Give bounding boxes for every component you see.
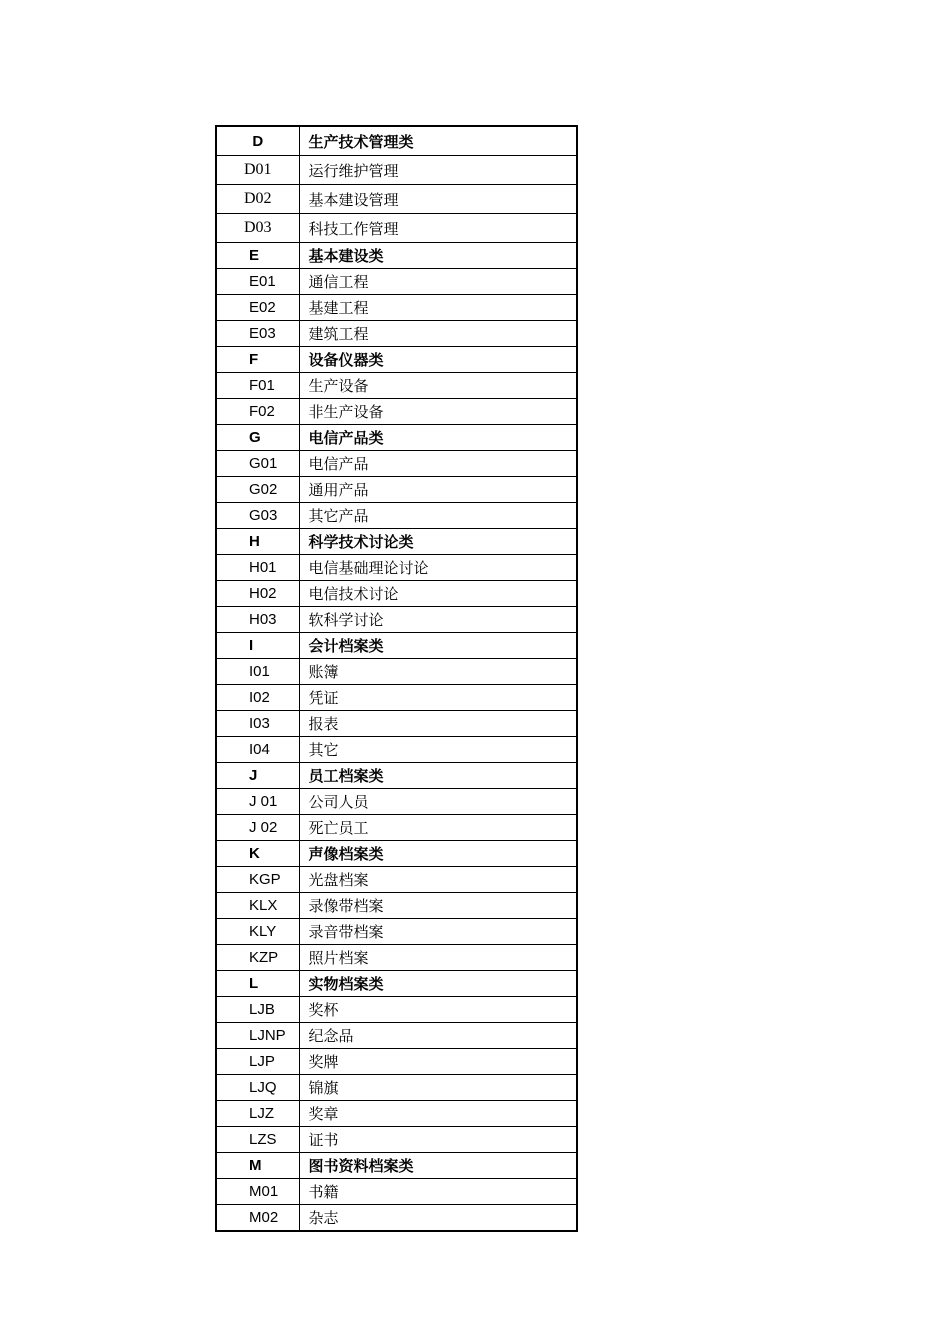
name-cell: 设备仪器类 <box>299 347 577 373</box>
code-cell: LJNP <box>216 1023 299 1049</box>
table-row <box>216 659 577 685</box>
table-row <box>216 1101 577 1127</box>
code-cell: M <box>216 1153 299 1179</box>
classification-code-table <box>215 125 578 1232</box>
code-cell: D <box>216 126 299 156</box>
code-cell: I <box>216 633 299 659</box>
name-cell: 证书 <box>299 1127 577 1153</box>
name-cell: 纪念品 <box>299 1023 577 1049</box>
table-row <box>216 581 577 607</box>
code-cell: J <box>216 763 299 789</box>
code-cell: I03 <box>216 711 299 737</box>
name-cell: 会计档案类 <box>299 633 577 659</box>
code-cell: F <box>216 347 299 373</box>
table-row <box>216 156 577 185</box>
table-row <box>216 1023 577 1049</box>
name-cell: 员工档案类 <box>299 763 577 789</box>
name-cell: 基本建设管理 <box>299 185 577 214</box>
name-cell: 电信基础理论讨论 <box>299 555 577 581</box>
name-cell: 通用产品 <box>299 477 577 503</box>
category-header-row <box>216 1153 577 1179</box>
code-cell: G <box>216 425 299 451</box>
table-row <box>216 711 577 737</box>
code-cell: E03 <box>216 321 299 347</box>
code-cell: J 01 <box>216 789 299 815</box>
name-cell: 光盘档案 <box>299 867 577 893</box>
name-cell: 奖杯 <box>299 997 577 1023</box>
code-cell: LJQ <box>216 1075 299 1101</box>
name-cell: 科技工作管理 <box>299 214 577 243</box>
name-cell: 基本建设类 <box>299 243 577 269</box>
name-cell: 锦旗 <box>299 1075 577 1101</box>
table-row <box>216 321 577 347</box>
name-cell: 奖牌 <box>299 1049 577 1075</box>
code-cell: LJZ <box>216 1101 299 1127</box>
table-row <box>216 789 577 815</box>
code-cell: G01 <box>216 451 299 477</box>
name-cell: 生产技术管理类 <box>299 126 577 156</box>
name-cell: 杂志 <box>299 1205 577 1232</box>
code-cell: E02 <box>216 295 299 321</box>
code-cell: I02 <box>216 685 299 711</box>
name-cell: 软科学讨论 <box>299 607 577 633</box>
table-row <box>216 399 577 425</box>
table-row <box>216 477 577 503</box>
name-cell: 电信技术讨论 <box>299 581 577 607</box>
name-cell: 声像档案类 <box>299 841 577 867</box>
name-cell: 其它 <box>299 737 577 763</box>
code-cell: E01 <box>216 269 299 295</box>
name-cell: 报表 <box>299 711 577 737</box>
category-header-row <box>216 529 577 555</box>
code-cell: D02 <box>216 185 299 214</box>
code-cell: KLX <box>216 893 299 919</box>
code-cell: LZS <box>216 1127 299 1153</box>
name-cell: 实物档案类 <box>299 971 577 997</box>
name-cell: 录音带档案 <box>299 919 577 945</box>
code-cell: H03 <box>216 607 299 633</box>
name-cell: 书籍 <box>299 1179 577 1205</box>
table-row <box>216 737 577 763</box>
name-cell: 通信工程 <box>299 269 577 295</box>
code-cell: E <box>216 243 299 269</box>
code-cell: H02 <box>216 581 299 607</box>
table-row <box>216 1049 577 1075</box>
table-row <box>216 893 577 919</box>
table-row <box>216 945 577 971</box>
code-cell: D01 <box>216 156 299 185</box>
table-row <box>216 373 577 399</box>
name-cell: 其它产品 <box>299 503 577 529</box>
name-cell: 图书资料档案类 <box>299 1153 577 1179</box>
name-cell: 公司人员 <box>299 789 577 815</box>
code-cell: M01 <box>216 1179 299 1205</box>
name-cell: 建筑工程 <box>299 321 577 347</box>
name-cell: 死亡员工 <box>299 815 577 841</box>
table-row <box>216 1127 577 1153</box>
table-row <box>216 1075 577 1101</box>
category-header-row <box>216 243 577 269</box>
table-row <box>216 867 577 893</box>
category-header-row <box>216 841 577 867</box>
table-row <box>216 919 577 945</box>
name-cell: 电信产品 <box>299 451 577 477</box>
category-header-row <box>216 347 577 373</box>
code-cell: I01 <box>216 659 299 685</box>
code-cell: L <box>216 971 299 997</box>
category-header-row <box>216 633 577 659</box>
code-cell: J 02 <box>216 815 299 841</box>
table-row <box>216 185 577 214</box>
code-cell: M02 <box>216 1205 299 1232</box>
code-cell: H01 <box>216 555 299 581</box>
category-header-row <box>216 425 577 451</box>
name-cell: 电信产品类 <box>299 425 577 451</box>
table-body <box>216 126 577 1231</box>
name-cell: 账簿 <box>299 659 577 685</box>
category-header-row <box>216 971 577 997</box>
code-cell: K <box>216 841 299 867</box>
code-cell: F01 <box>216 373 299 399</box>
table-row <box>216 503 577 529</box>
name-cell: 生产设备 <box>299 373 577 399</box>
category-header-row <box>216 763 577 789</box>
table-row <box>216 451 577 477</box>
name-cell: 基建工程 <box>299 295 577 321</box>
name-cell: 非生产设备 <box>299 399 577 425</box>
code-cell: KGP <box>216 867 299 893</box>
table-row <box>216 607 577 633</box>
table-row <box>216 815 577 841</box>
category-header-row <box>216 126 577 156</box>
table-row <box>216 214 577 243</box>
table-row <box>216 295 577 321</box>
code-cell: G02 <box>216 477 299 503</box>
code-cell: KLY <box>216 919 299 945</box>
table-row <box>216 685 577 711</box>
name-cell: 凭证 <box>299 685 577 711</box>
code-cell: LJP <box>216 1049 299 1075</box>
code-cell: G03 <box>216 503 299 529</box>
name-cell: 奖章 <box>299 1101 577 1127</box>
table-row <box>216 997 577 1023</box>
code-cell: H <box>216 529 299 555</box>
table-row <box>216 1205 577 1232</box>
table-row <box>216 555 577 581</box>
table-row <box>216 1179 577 1205</box>
code-cell: I04 <box>216 737 299 763</box>
code-cell: F02 <box>216 399 299 425</box>
name-cell: 科学技术讨论类 <box>299 529 577 555</box>
table-row <box>216 269 577 295</box>
code-cell: KZP <box>216 945 299 971</box>
name-cell: 照片档案 <box>299 945 577 971</box>
code-cell: LJB <box>216 997 299 1023</box>
code-cell: D03 <box>216 214 299 243</box>
name-cell: 录像带档案 <box>299 893 577 919</box>
name-cell: 运行维护管理 <box>299 156 577 185</box>
